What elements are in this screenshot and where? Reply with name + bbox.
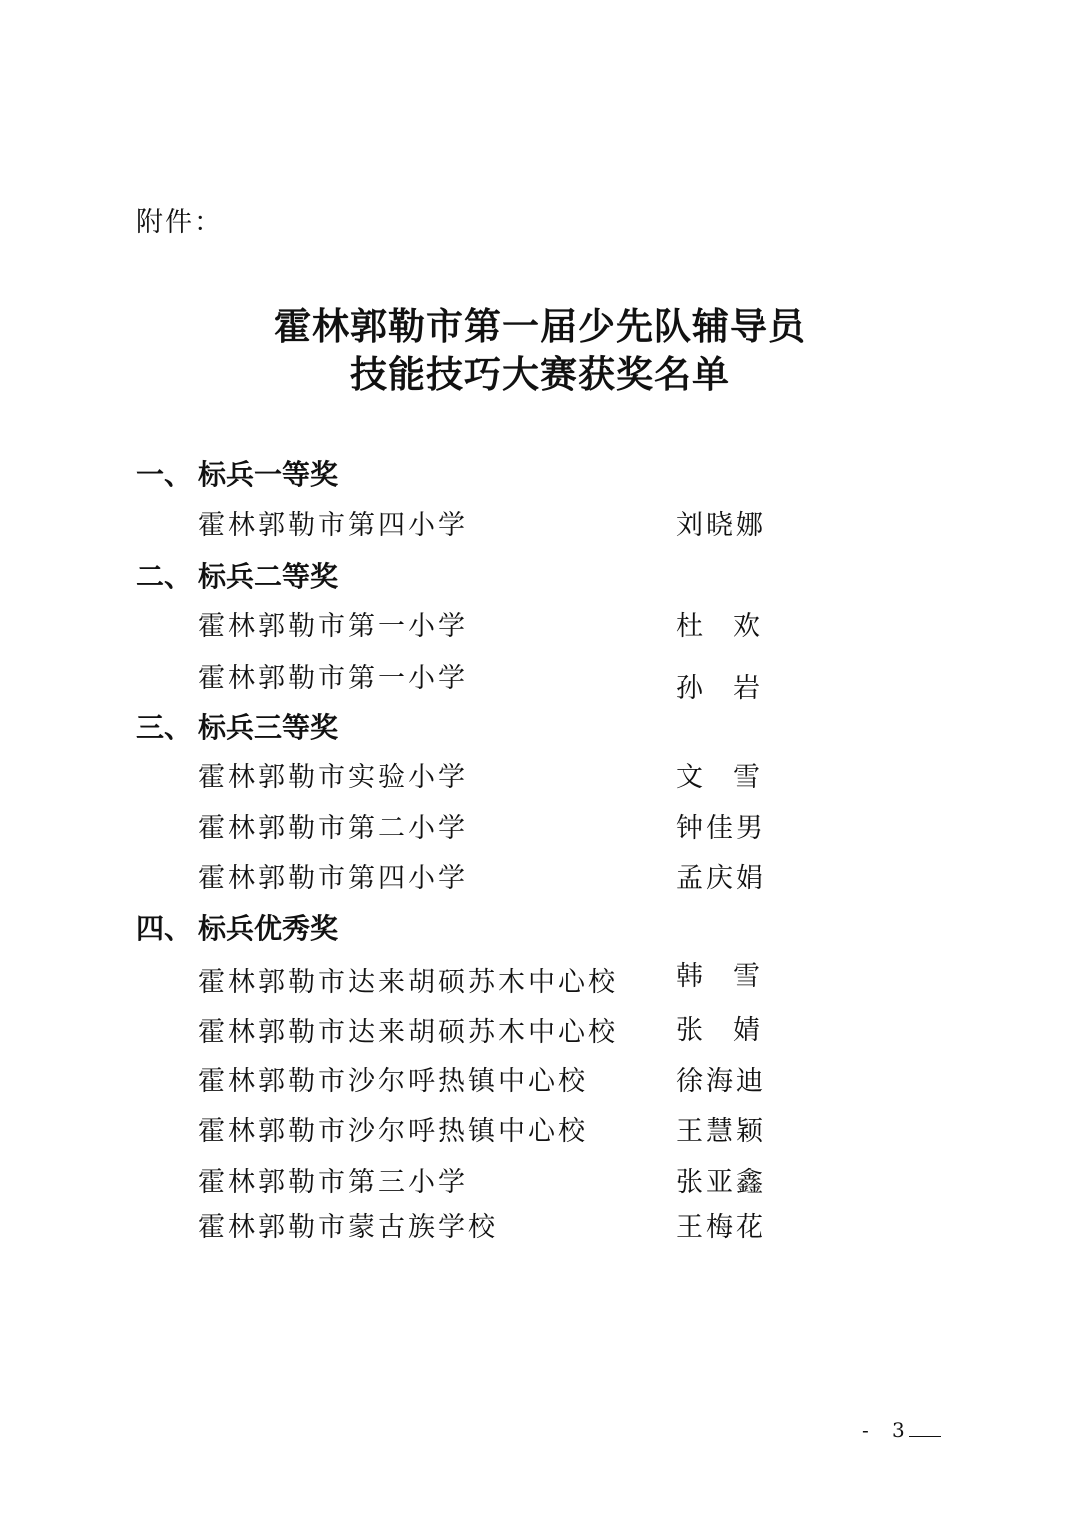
section-number: 三、 [136, 711, 193, 744]
school-name: 霍林郭勒市实验小学 [198, 762, 468, 793]
award-entry [0, 755, 1080, 795]
award-entry [0, 503, 1080, 543]
winner-name: 孙岩 [676, 673, 790, 704]
winner-name: 钟佳男 [676, 813, 766, 844]
award-entry [0, 806, 1080, 846]
page-number: 3 [892, 1418, 905, 1442]
winner-name: 徐海迪 [676, 1066, 766, 1097]
winner-name: 杜欢 [676, 611, 790, 642]
winner-name: 王慧颖 [676, 1116, 766, 1147]
school-name: 霍林郭勒市第一小学 [198, 611, 468, 642]
section-heading-merit-prize [136, 907, 338, 947]
award-entry [0, 958, 1080, 998]
page-title-line-2: 技能技巧大赛获奖名单 [350, 353, 730, 396]
award-entry [0, 656, 1080, 704]
school-name: 霍林郭勒市第二小学 [198, 813, 468, 844]
school-name: 霍林郭勒市第四小学 [198, 863, 468, 894]
footer-underline [909, 1422, 941, 1437]
award-entry [0, 856, 1080, 896]
section-number: 一、 [136, 458, 193, 491]
winner-name: 张婧 [676, 1015, 790, 1046]
winner-name: 韩雪 [676, 961, 790, 992]
section-heading-third-prize [136, 706, 338, 746]
section-heading-first-prize [136, 453, 338, 493]
award-entry [0, 1205, 1080, 1245]
footer-dash: - [862, 1418, 869, 1442]
school-name: 霍林郭勒市第四小学 [198, 510, 468, 541]
school-name: 霍林郭勒市沙尔呼热镇中心校 [198, 1066, 588, 1097]
winner-name: 张亚鑫 [676, 1167, 766, 1198]
section-title: 标兵优秀奖 [198, 912, 339, 945]
school-name: 霍林郭勒市达来胡硕苏木中心校 [198, 1017, 618, 1048]
section-number: 二、 [136, 560, 193, 593]
school-name: 霍林郭勒市蒙古族学校 [198, 1212, 498, 1243]
section-title: 标兵三等奖 [198, 711, 339, 744]
award-entry [0, 1109, 1080, 1149]
winner-name: 王梅花 [676, 1212, 766, 1243]
page-footer [862, 1418, 941, 1442]
section-title: 标兵一等奖 [198, 458, 339, 491]
award-entry [0, 1010, 1080, 1050]
school-name: 霍林郭勒市第一小学 [198, 663, 468, 694]
winner-name: 刘晓娜 [676, 510, 766, 541]
section-title: 标兵二等奖 [198, 560, 339, 593]
attachment-label: 附件： [136, 207, 223, 238]
award-entry [0, 1059, 1080, 1099]
school-name: 霍林郭勒市达来胡硕苏木中心校 [198, 967, 618, 998]
winner-name: 文雪 [676, 762, 790, 793]
school-name: 霍林郭勒市第三小学 [198, 1167, 468, 1198]
section-number: 四、 [136, 912, 193, 945]
page-title-line-1: 霍林郭勒市第一届少先队辅导员 [274, 305, 806, 348]
winner-name: 孟庆娟 [676, 863, 766, 894]
award-entry [0, 1160, 1080, 1200]
award-entry [0, 604, 1080, 644]
school-name: 霍林郭勒市沙尔呼热镇中心校 [198, 1116, 588, 1147]
section-heading-second-prize [136, 555, 338, 595]
